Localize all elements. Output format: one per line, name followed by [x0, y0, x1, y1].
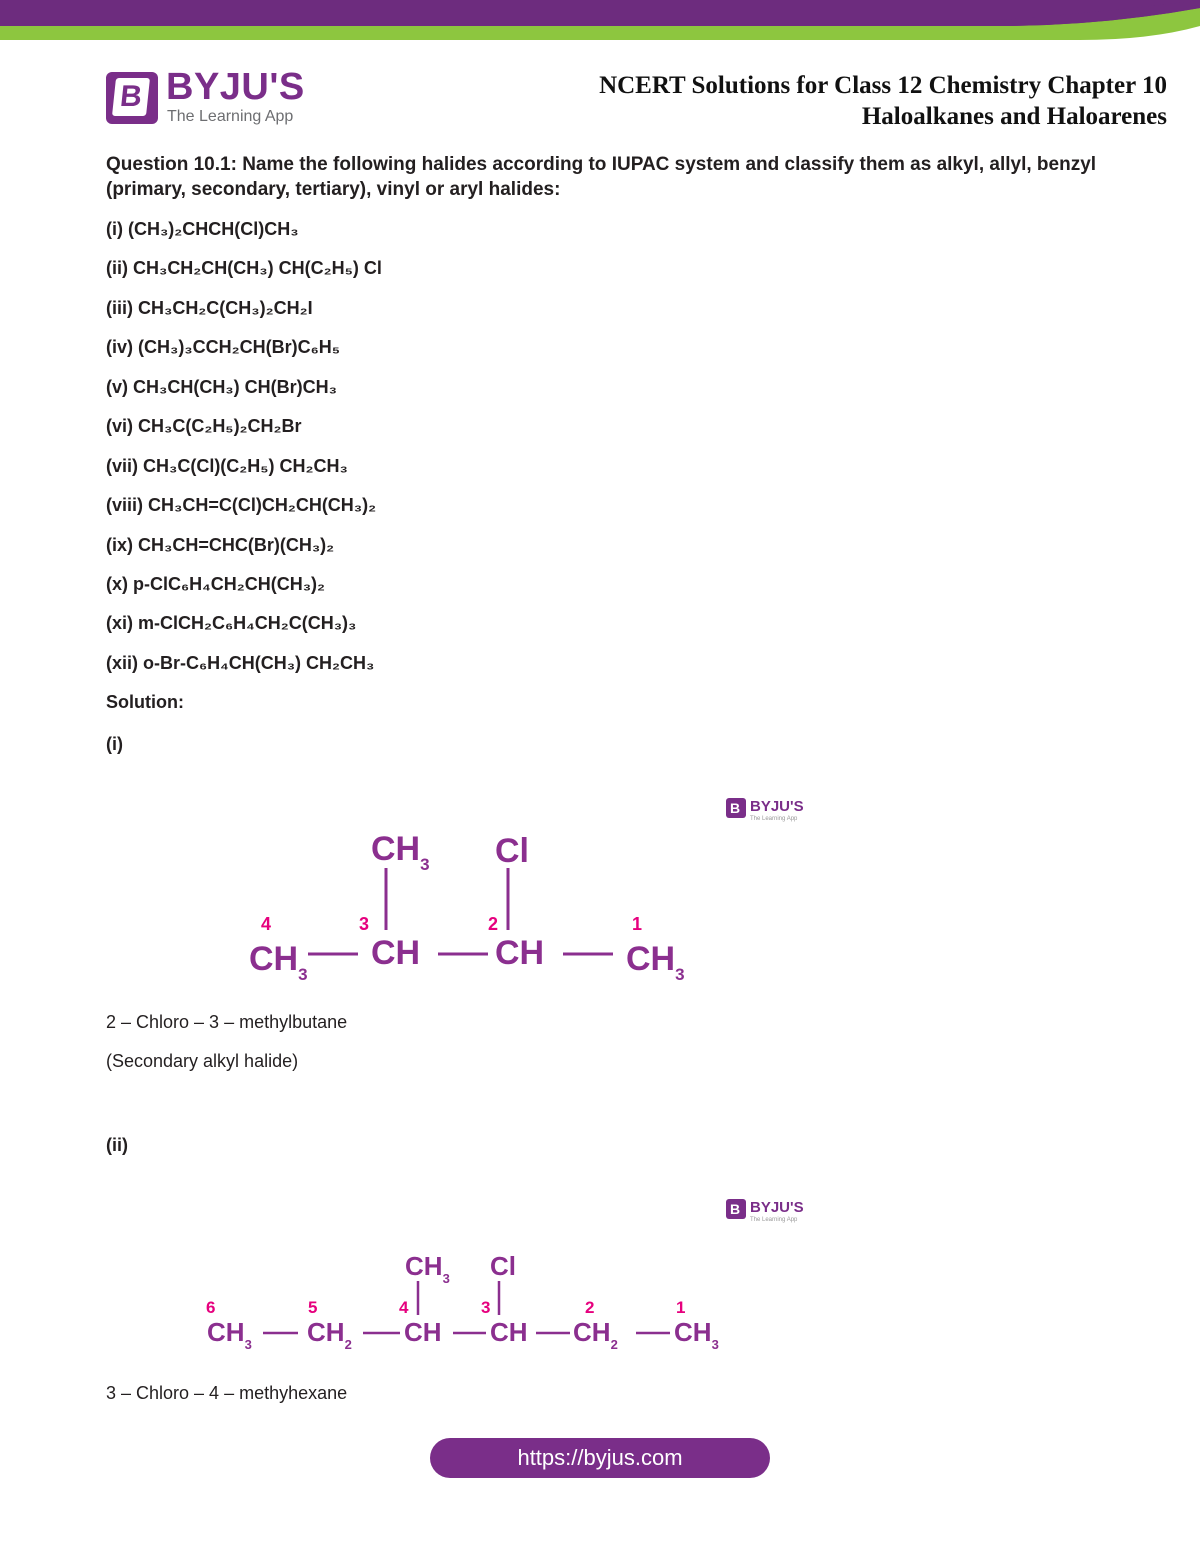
locant: 3: [359, 914, 370, 934]
top-band: [0, 0, 1200, 50]
structure-i-diagram: [108, 782, 828, 997]
watermark-tag: The Learning App: [750, 816, 798, 822]
question-text: Question 10.1: Name the following halides according to IUPAC system and classify them as alkyl, allyl, benzyl (primary, secondary, tertiary), vinyl or aryl halides:: [106, 154, 1097, 200]
watermark-logo: [726, 798, 804, 822]
chain-atom: $CH_3$: [626, 940, 685, 984]
question-item: (xi) m-ClCH₂C₆H₄CH₂C(CH₃)₃: [106, 613, 357, 633]
locant: 1: [676, 1298, 686, 1317]
question-item: (viii) CH₃CH=C(Cl)CH₂CH(CH₃)₂: [106, 495, 377, 515]
question-item: (iii) CH₃CH₂C(CH₃)₂CH₂I: [106, 298, 313, 318]
watermark-name: BYJU'S: [750, 1199, 804, 1216]
svg-text:B: B: [730, 1201, 741, 1217]
part-label: (i): [106, 734, 123, 754]
logo-name: BYJU'S: [166, 66, 305, 108]
chain-atom: $CH_2$: [307, 1317, 352, 1352]
watermark-tag: The Learning App: [750, 1217, 798, 1223]
classification: (Secondary alkyl halide): [106, 1051, 299, 1071]
locant: 5: [308, 1298, 318, 1317]
question-item: (ii) CH₃CH₂CH(CH₃) CH(C₂H₅) Cl: [106, 258, 382, 278]
question-item: (xii) o-Br-C₆H₄CH(CH₃) CH₂CH₃: [106, 653, 375, 673]
logo-mark-icon: B: [106, 72, 158, 124]
part-label: (ii): [106, 1135, 128, 1155]
question-item: (iv) (CH₃)₃CCH₂CH(Br)C₆H₅: [106, 337, 341, 357]
chain-atom: CH: [490, 1317, 528, 1347]
locant: 2: [585, 1298, 595, 1317]
question-item: (vi) CH₃C(C₂H₅)₂CH₂Br: [106, 416, 302, 436]
substituent-ch3: $CH_3$: [371, 830, 430, 874]
chain-atom: CH: [371, 934, 421, 972]
question-item: (ix) CH₃CH=CHC(Br)(CH₃)₂: [106, 535, 335, 555]
footer-url-link[interactable]: https://byjus.com: [430, 1438, 770, 1478]
substituent-cl: Cl: [490, 1251, 516, 1281]
substituent-cl: Cl: [495, 832, 529, 870]
chain-atom: $CH_3$: [249, 940, 308, 984]
svg-text:B: B: [730, 800, 741, 816]
locant: 4: [399, 1298, 409, 1317]
question-item: (vii) CH₃C(Cl)(C₂H₅) CH₂CH₃: [106, 456, 348, 476]
watermark-name: BYJU'S: [750, 798, 804, 815]
locant: 1: [632, 914, 643, 934]
locant: 6: [206, 1298, 216, 1317]
chain-atom: $CH_3$: [674, 1317, 719, 1352]
solution-heading: Solution:: [106, 692, 184, 712]
chain-atom: $CH_2$: [573, 1317, 618, 1352]
chain-atom: CH: [495, 934, 545, 972]
document-title: [599, 70, 1167, 132]
chain-atom: CH: [404, 1317, 442, 1347]
locant: 4: [261, 914, 272, 934]
title-line-2: Haloalkanes and Haloarenes: [861, 103, 1167, 130]
structure-ii-diagram: [108, 1183, 828, 1363]
locant: 3: [481, 1298, 491, 1317]
substituent-ch3: $CH_3$: [405, 1251, 450, 1286]
chain-atom: $CH_3$: [207, 1317, 252, 1352]
byjus-logo: [106, 66, 326, 130]
question-item: (i) (CH₃)₂CHCH(Cl)CH₃: [106, 219, 299, 239]
question-item: (v) CH₃CH(CH₃) CH(Br)CH₃: [106, 377, 337, 397]
iupac-name: 2 – Chloro – 3 – methylbutane: [106, 1012, 348, 1032]
question-block: [106, 152, 1106, 202]
question-item: (x) p-ClC₆H₄CH₂CH(CH₃)₂: [106, 574, 326, 594]
title-line-1: NCERT Solutions for Class 12 Chemistry Chapter 10: [599, 72, 1167, 99]
watermark-logo: [726, 1199, 804, 1223]
iupac-name: 3 – Chloro – 4 – methyhexane: [106, 1383, 348, 1403]
locant: 2: [488, 914, 499, 934]
logo-tagline: The Learning App: [167, 108, 294, 125]
